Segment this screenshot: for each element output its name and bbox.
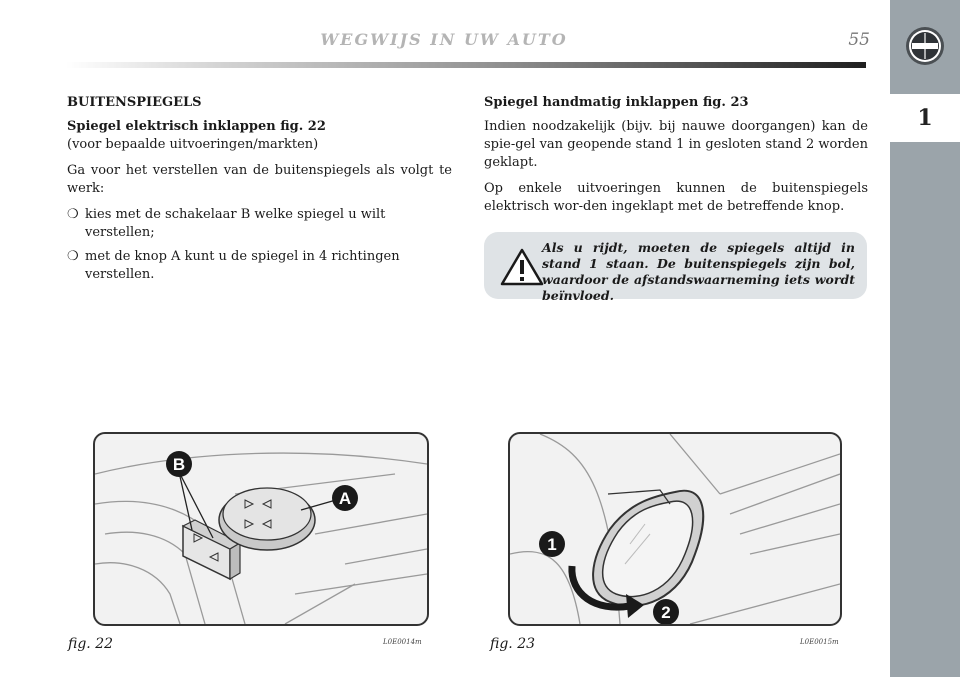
left-column bbox=[67, 94, 452, 290]
figure-22-illustration bbox=[93, 432, 429, 626]
header-rule bbox=[66, 62, 866, 68]
list-item bbox=[67, 206, 452, 242]
lancia-logo-icon bbox=[905, 26, 945, 66]
list-item-text: kies met de schakelaar B welke spiegel u wilt verstellen; bbox=[85, 207, 386, 240]
figure-code: L0E0015m bbox=[800, 638, 839, 646]
right-column bbox=[484, 94, 868, 224]
callout-label: 1 bbox=[547, 535, 557, 554]
callout-label: B bbox=[172, 455, 186, 474]
figure-code: L0E0014m bbox=[383, 638, 422, 646]
figure-caption: fig. 22 bbox=[68, 636, 114, 652]
warning-text: Als u rijdt, moeten de spiegels altijd in stand 1 staan. De buitenspiegels zijn bol, waardoor de afstandswaarneming iets wordt beïnvloed. bbox=[542, 240, 855, 303]
chapter-tab-label: 1 bbox=[917, 105, 933, 131]
page-number: 55 bbox=[848, 30, 870, 50]
callout-label: A bbox=[338, 489, 352, 508]
side-mirror bbox=[593, 490, 703, 606]
chapter-sidebar bbox=[890, 0, 960, 677]
paragraph: Indien noodzakelijk (bijv. bij nauwe doorgangen) kan de spie-gel van geopende stand 1 in gesloten stand 2 worden geklapt. bbox=[484, 119, 868, 170]
figure-23-illustration bbox=[508, 432, 842, 626]
subsection-heading: Spiegel elektrisch inklappen fig. 22 bbox=[67, 119, 326, 134]
list-item-text: met de knop A kunt u de spiegel in 4 richtingen verstellen. bbox=[85, 249, 400, 282]
intro-paragraph: Ga voor het verstellen van de buitenspiegels als volgt te werk: bbox=[67, 163, 452, 196]
running-header: WEGWIJS IN UW AUTO bbox=[320, 30, 568, 49]
warning-triangle-icon bbox=[500, 248, 544, 286]
list-item bbox=[67, 248, 452, 284]
paragraph: Op enkele uitvoeringen kunnen de buitenspiegels elektrisch wor-den ingeklapt met de betreffende knop. bbox=[484, 181, 868, 214]
subsection-note: (voor bepaalde uitvoeringen/markten) bbox=[67, 137, 319, 152]
mirror-adjust-knob bbox=[219, 488, 315, 550]
chapter-tab[interactable] bbox=[890, 94, 960, 142]
figure-caption: fig. 23 bbox=[490, 636, 536, 652]
bullet-circle-icon: ❍ bbox=[67, 207, 79, 222]
warning-box bbox=[484, 232, 867, 303]
callout-label: 2 bbox=[661, 603, 671, 622]
subsection-heading: Spiegel handmatig inklappen fig. 23 bbox=[484, 95, 749, 110]
section-heading: BUITENSPIEGELS bbox=[67, 95, 202, 110]
bullet-circle-icon: ❍ bbox=[67, 249, 79, 264]
